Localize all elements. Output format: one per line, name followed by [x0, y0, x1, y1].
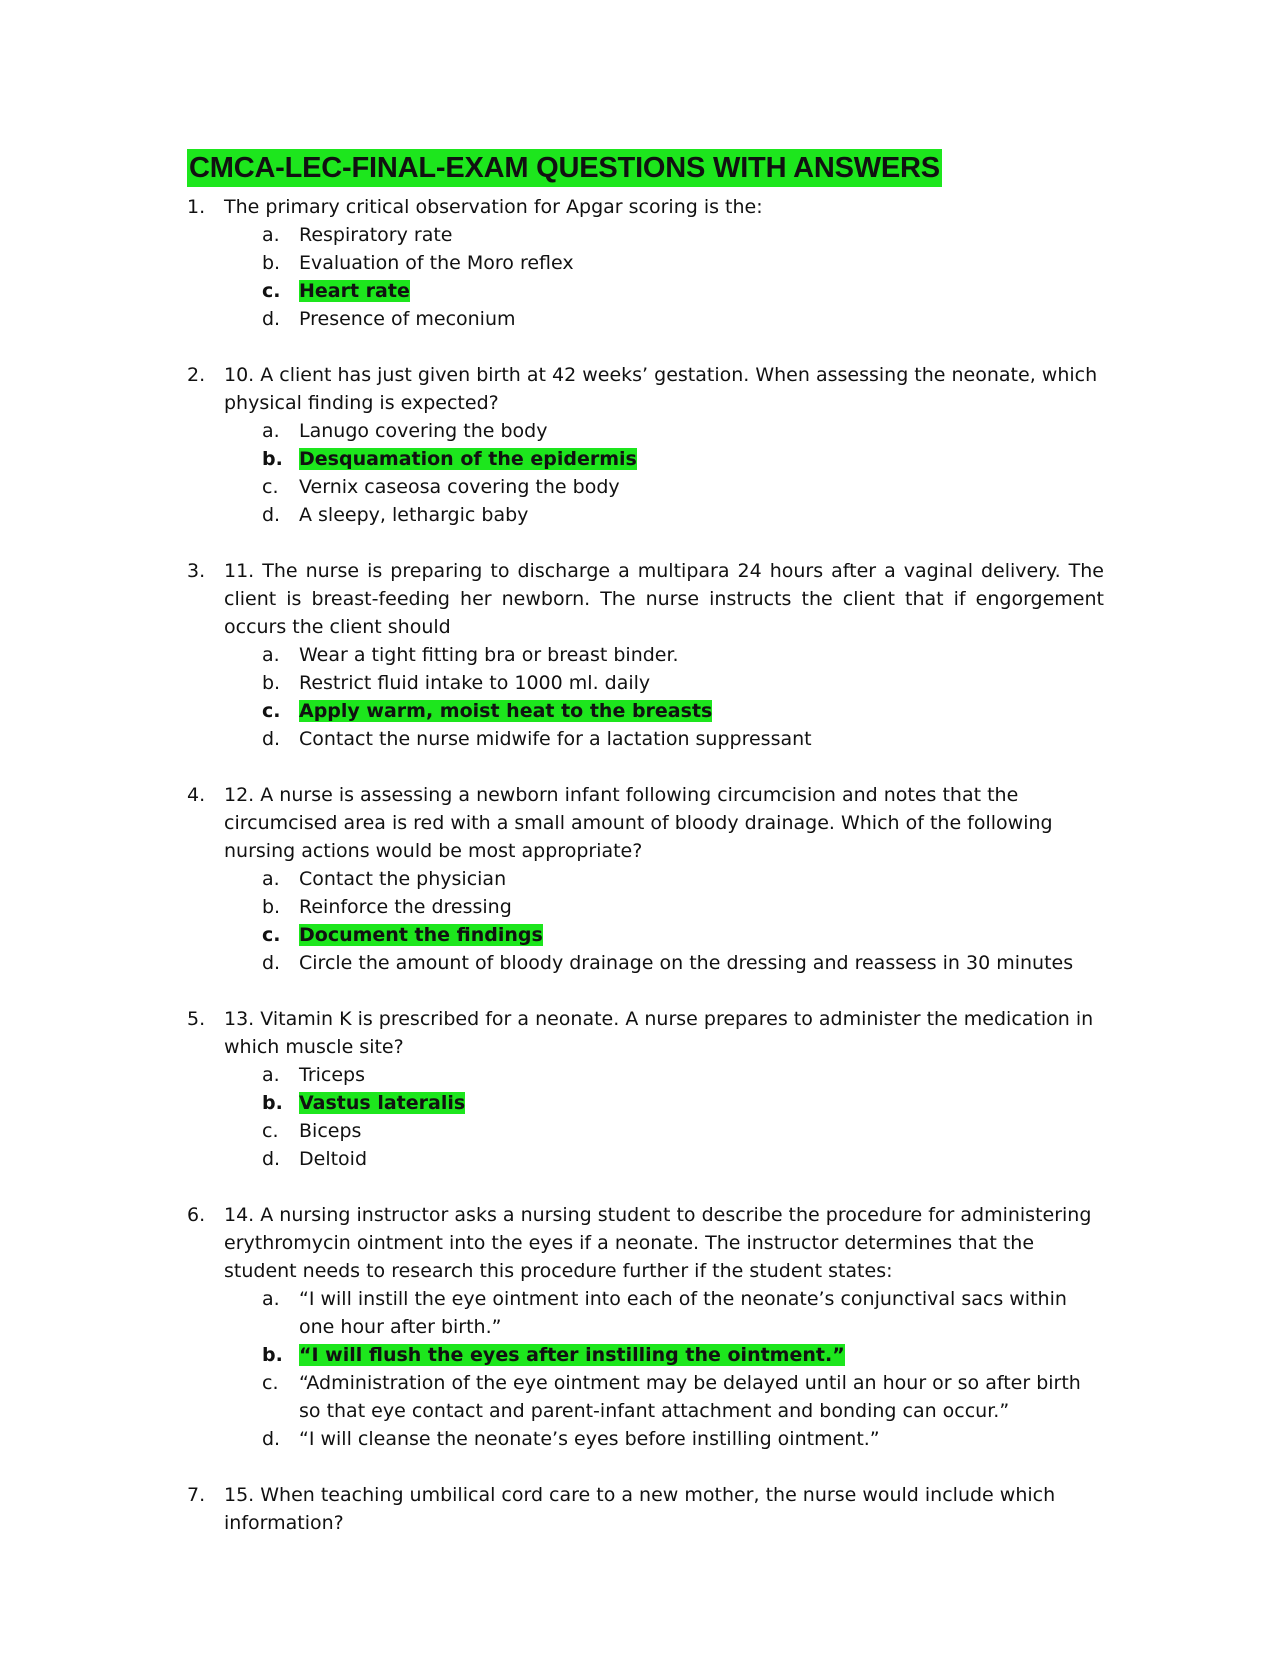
option-letter: d. — [262, 952, 281, 974]
question-item — [0, 193, 1280, 333]
question-text: 14. A nursing instructor asks a nursing student to describe the procedure for administering erythromycin ointment into the eyes if a neonate. The instructor determines that the student needs to research this procedure further if the student states: — [224, 1204, 1092, 1282]
correct-answer-option — [0, 921, 1280, 949]
question-item — [0, 781, 1280, 977]
option-letter: c. — [262, 1372, 279, 1394]
answer-option — [0, 501, 1280, 529]
option-text: Respiratory rate — [299, 224, 453, 246]
option-letter: a. — [262, 644, 280, 666]
correct-answer-option — [0, 277, 1280, 305]
option-text: Deltoid — [299, 1148, 368, 1170]
option-text: Contact the nurse midwife for a lactation suppressant — [299, 728, 812, 750]
option-text: Vastus lateralis — [299, 1092, 466, 1114]
option-letter: d. — [262, 728, 281, 750]
answer-option — [0, 949, 1280, 977]
correct-answer-option — [0, 445, 1280, 473]
question-text: 10. A client has just given birth at 42 weeks’ gestation. When assessing the neonate, which physical finding is expected? — [224, 364, 1098, 414]
question-number: 7. — [187, 1484, 206, 1506]
question-number: 6. — [187, 1204, 206, 1226]
answer-option — [0, 1285, 1280, 1341]
question-item — [0, 557, 1280, 753]
answer-option — [0, 1117, 1280, 1145]
option-text: “I will flush the eyes after instilling the ointment.” — [299, 1344, 845, 1366]
answer-option — [0, 417, 1280, 445]
answer-option — [0, 305, 1280, 333]
option-text: Lanugo covering the body — [299, 420, 548, 442]
option-letter: b. — [262, 252, 281, 274]
question-text: 12. A nurse is assessing a newborn infant following circumcision and notes that the circumcised area is red with a small amount of bloody drainage. Which of the following nursing actions would be most appropriate? — [224, 784, 1053, 862]
question-item — [0, 1201, 1280, 1453]
option-text: Wear a tight fitting bra or breast binder. — [299, 644, 679, 666]
option-letter: a. — [262, 224, 280, 246]
question-item — [0, 361, 1280, 529]
correct-answer-option — [0, 697, 1280, 725]
answer-option — [0, 641, 1280, 669]
question-number: 5. — [187, 1008, 206, 1030]
answer-option — [0, 1425, 1280, 1453]
answer-option — [0, 893, 1280, 921]
option-letter: a. — [262, 1064, 280, 1086]
option-text: Vernix caseosa covering the body — [299, 476, 620, 498]
option-letter: c. — [262, 700, 281, 722]
option-text: Reinforce the dressing — [299, 896, 512, 918]
question-list — [0, 193, 1280, 1565]
option-letter: a. — [262, 868, 280, 890]
page-title: CMCA-LEC-FINAL-EXAM QUESTIONS WITH ANSWERS — [187, 149, 942, 187]
answer-option — [0, 725, 1280, 753]
option-text: Apply warm, moist heat to the breasts — [299, 700, 713, 722]
question-text: 13. Vitamin K is prescribed for a neonate. A nurse prepares to administer the medication in which muscle site? — [224, 1008, 1094, 1058]
option-text: Heart rate — [299, 280, 410, 302]
option-text: Presence of meconium — [299, 308, 516, 330]
option-letter: b. — [262, 672, 281, 694]
option-letter: c. — [262, 1120, 279, 1142]
answer-option — [0, 1061, 1280, 1089]
option-text: “I will instill the eye ointment into each of the neonate’s conjunctival sacs within one hour after birth.” — [299, 1288, 1067, 1338]
correct-answer-option — [0, 1341, 1280, 1369]
option-letter: c. — [262, 924, 281, 946]
option-letter: a. — [262, 420, 280, 442]
option-letter: d. — [262, 1148, 281, 1170]
answer-option — [0, 249, 1280, 277]
answer-option — [0, 1145, 1280, 1173]
option-text: Circle the amount of bloody drainage on the dressing and reassess in 30 minutes — [299, 952, 1074, 974]
option-letter: a. — [262, 1288, 280, 1310]
option-letter: b. — [262, 896, 281, 918]
question-number: 3. — [187, 560, 206, 582]
answer-option — [0, 221, 1280, 249]
question-text: The primary critical observation for Apgar scoring is the: — [224, 196, 763, 218]
option-letter: d. — [262, 1428, 281, 1450]
option-letter: b. — [262, 1092, 283, 1114]
question-item — [0, 1481, 1280, 1537]
option-letter: b. — [262, 448, 283, 470]
question-number: 4. — [187, 784, 206, 806]
option-text: Document the findings — [299, 924, 543, 946]
option-text: Contact the physician — [299, 868, 507, 890]
answer-option — [0, 473, 1280, 501]
answer-option — [0, 669, 1280, 697]
option-letter: d. — [262, 308, 281, 330]
option-text: Biceps — [299, 1120, 362, 1142]
option-text: “I will cleanse the neonate’s eyes before instilling ointment.” — [299, 1428, 880, 1450]
option-text: Desquamation of the epidermis — [299, 448, 637, 470]
question-text: 15. When teaching umbilical cord care to a new mother, the nurse would include which information? — [224, 1484, 1056, 1534]
answer-option — [0, 1369, 1280, 1425]
question-item — [0, 1005, 1280, 1173]
option-letter: c. — [262, 476, 279, 498]
option-text: “Administration of the eye ointment may be delayed until an hour or so after birth so that eye contact and parent-infant attachment and bonding can occur.” — [299, 1372, 1081, 1422]
answer-option — [0, 865, 1280, 893]
option-letter: d. — [262, 504, 281, 526]
option-text: Triceps — [299, 1064, 365, 1086]
question-number: 2. — [187, 364, 206, 386]
question-number: 1. — [187, 196, 206, 218]
option-text: A sleepy, lethargic baby — [299, 504, 529, 526]
option-text: Restrict fluid intake to 1000 ml. daily — [299, 672, 651, 694]
option-letter: c. — [262, 280, 281, 302]
option-letter: b. — [262, 1344, 283, 1366]
correct-answer-option — [0, 1089, 1280, 1117]
question-text: 11. The nurse is preparing to discharge a multipara 24 hours after a vaginal delivery. The client is breast-feeding her newborn. The nurse instructs the client that if engorgement occurs the client should — [224, 560, 1104, 638]
option-text: Evaluation of the Moro reflex — [299, 252, 574, 274]
